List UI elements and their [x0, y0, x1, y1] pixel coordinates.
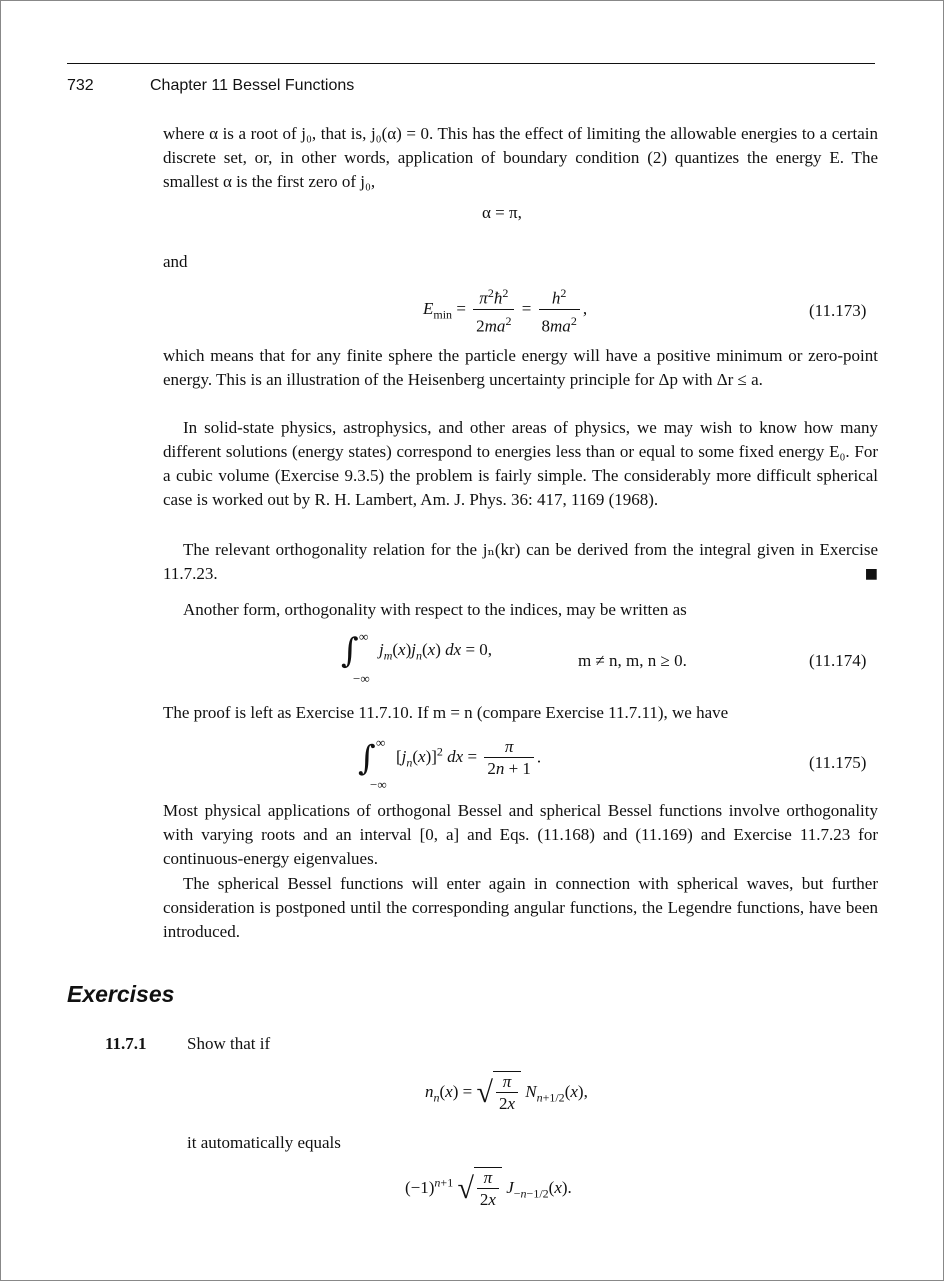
paragraph-8: Most physical applications of orthogonal Bessel and spherical Bessel functions involve orthogonality with varying roots and an interval [0, a] and Eqs. (11.168) and (11.169) and Exercise 11.7.23 for continuous-energy eigenvalues. — [163, 801, 878, 868]
equation-11-173: $E_{min}$ = $\frac{\pi^2ħ^2}{2ma^2}$ = $\frac{h^2}{8ma^2}$ , — [423, 283, 587, 337]
paragraph-5: The relevant orthogonality relation for the jₙ(kr) can be derived from the integral given in Exercise 11.7.23. ■ — [163, 538, 878, 586]
exercise-number: 11.7.1 — [105, 1034, 147, 1053]
end-of-example-square: ■ — [864, 566, 878, 582]
page-number: 732 — [67, 77, 94, 94]
exercise-middle-text: it automatically equals — [187, 1133, 341, 1152]
paragraph-2: and — [163, 252, 188, 271]
equation-174-condition: m ≠ n, m, n ≥ 0. — [578, 651, 687, 670]
equation-11-175: ∫ ∞ −∞ $[j_n(x)]^2$ dx = $\frac{\pi}{2n + 1}$ . — [358, 735, 542, 792]
equation-exercise-nn: $n_n(x)$ = √ $\frac{\pi}{2x}$ $N_{n+1/2}(x)$, — [425, 1072, 588, 1113]
equation-number-173: (11.173) — [809, 301, 867, 320]
paragraph-3: which means that for any finite sphere the particle energy will have a positive minimum or zero-point energy. This is an illustration of the Heisenberg uncertainty principle for Δp with Δr ≤ a. — [163, 346, 878, 389]
equation-11-174: ∫ ∞ −∞ $j_m(x)j_n(x)$ dx = 0, — [341, 629, 493, 686]
equation-number-174: (11.174) — [809, 651, 867, 670]
paragraph-6: Another form, orthogonality with respect to the indices, may be written as — [183, 600, 687, 619]
header-rule — [67, 63, 875, 64]
paragraph-4: In solid-state physics, astrophysics, and other areas of physics, we may wish to know how many different solutions (energy states) correspond to energies less than or equal to some fixed energy E₀. For a cubic volume (Exercise 9.3.5) the problem is fairly simple. The considerably more difficult spherical case is worked out by R. H. Lambert, Am. J. Phys. 36: 417, 1169 (1968). — [163, 418, 878, 509]
exercises-heading: Exercises — [67, 981, 175, 1007]
equation-number-175: (11.175) — [809, 753, 867, 772]
paragraph-7: The proof is left as Exercise 11.7.10. If m = n (compare Exercise 11.7.11), we have — [163, 703, 729, 722]
running-header — [67, 63, 875, 99]
equation-exercise-result: $(-1)^{n+1}$ √ $\frac{\pi}{2x}$ $J_{-n-1/2}(x)$. — [405, 1168, 572, 1209]
equation-alpha: α = π, — [482, 203, 522, 222]
paragraph-1: where α is a root of j₀, that is, j₀(α) = 0. This has the effect of limiting the allowable energies to a certain discrete set, or, in other words, application of boundary condition (2) quantizes the energy E. The smallest α is the first zero of j₀, — [163, 124, 878, 191]
paragraph-9: The spherical Bessel functions will enter again in connection with spherical waves, but further consideration is postponed until the corresponding angular functions, the Legendre functions, have been introduced. — [163, 874, 878, 941]
exercise-intro: Show that if — [187, 1034, 271, 1053]
chapter-title: Chapter 11 Bessel Functions — [150, 77, 355, 94]
